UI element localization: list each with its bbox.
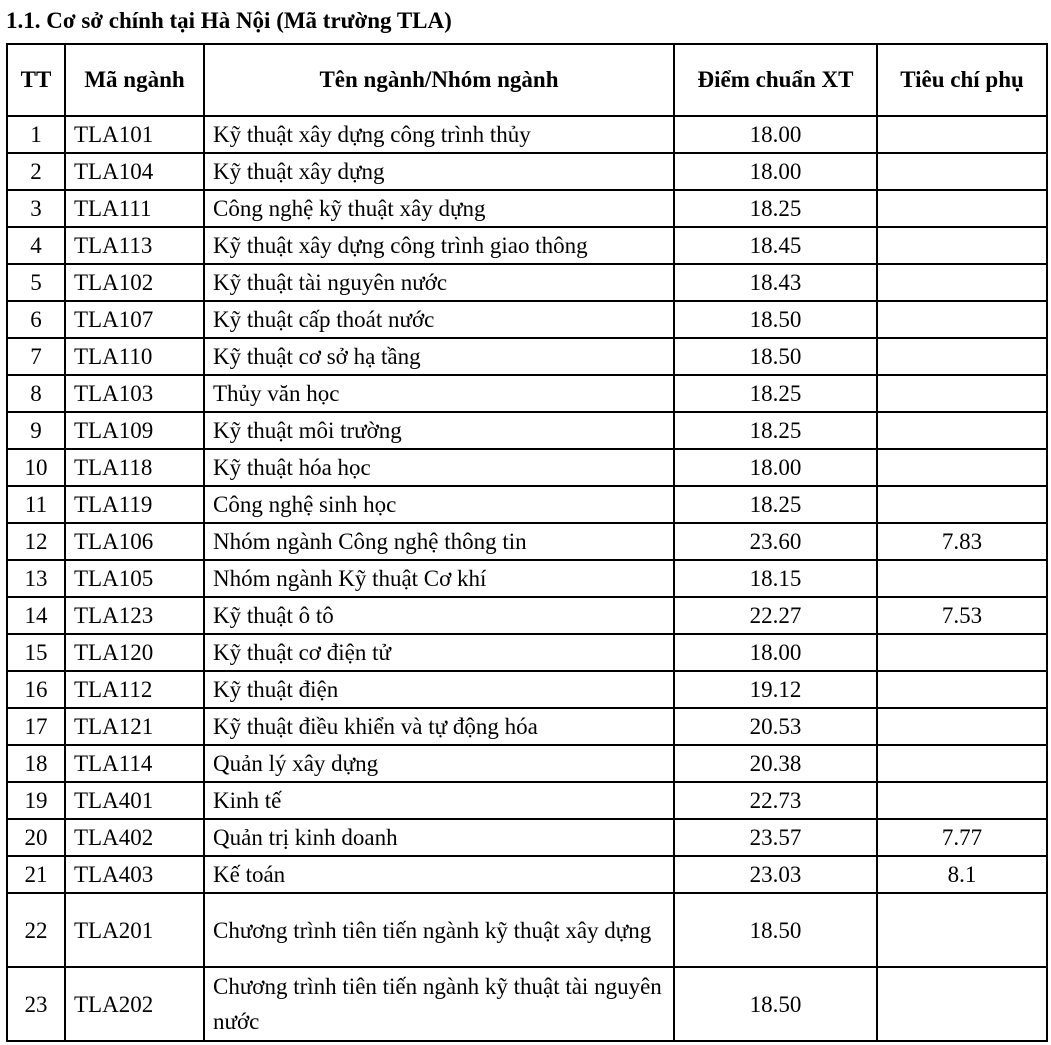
tiebreak-criterion xyxy=(877,560,1047,597)
cutoff-score: 18.25 xyxy=(674,375,877,412)
tiebreak-criterion: 7.77 xyxy=(877,819,1047,856)
row-number: 14 xyxy=(7,597,65,634)
tiebreak-criterion xyxy=(877,190,1047,227)
major-name: Công nghệ kỹ thuật xây dựng xyxy=(204,190,674,227)
cutoff-score: 18.43 xyxy=(674,264,877,301)
major-name: Kỹ thuật xây dựng xyxy=(204,153,674,190)
table-row xyxy=(7,486,1047,523)
major-code: TLA403 xyxy=(65,856,204,893)
row-number: 4 xyxy=(7,227,65,264)
cutoff-score: 18.25 xyxy=(674,190,877,227)
major-code: TLA110 xyxy=(65,338,204,375)
row-number: 17 xyxy=(7,708,65,745)
major-code: TLA114 xyxy=(65,745,204,782)
table-row xyxy=(7,893,1047,967)
tiebreak-criterion: 8.1 xyxy=(877,856,1047,893)
table-row xyxy=(7,190,1047,227)
cutoff-score: 18.50 xyxy=(674,967,877,1041)
table-row xyxy=(7,708,1047,745)
major-name: Kỹ thuật hóa học xyxy=(204,449,674,486)
major-name: Quản lý xây dựng xyxy=(204,745,674,782)
major-code: TLA120 xyxy=(65,634,204,671)
major-code: TLA123 xyxy=(65,597,204,634)
row-number: 2 xyxy=(7,153,65,190)
table-row xyxy=(7,782,1047,819)
cutoff-score: 18.00 xyxy=(674,449,877,486)
table-row xyxy=(7,671,1047,708)
row-number: 10 xyxy=(7,449,65,486)
table-body xyxy=(7,116,1047,1041)
row-number: 13 xyxy=(7,560,65,597)
row-number: 6 xyxy=(7,301,65,338)
major-code: TLA118 xyxy=(65,449,204,486)
row-number: 9 xyxy=(7,412,65,449)
tiebreak-criterion xyxy=(877,967,1047,1041)
cutoff-score: 18.15 xyxy=(674,560,877,597)
tiebreak-criterion xyxy=(877,227,1047,264)
cutoff-score: 23.57 xyxy=(674,819,877,856)
major-name: Kỹ thuật xây dựng công trình thủy xyxy=(204,116,674,153)
major-code: TLA402 xyxy=(65,819,204,856)
row-number: 20 xyxy=(7,819,65,856)
major-name: Kế toán xyxy=(204,856,674,893)
cutoff-score: 20.38 xyxy=(674,745,877,782)
cutoff-score: 18.50 xyxy=(674,893,877,967)
cutoff-score: 18.00 xyxy=(674,634,877,671)
table-row xyxy=(7,449,1047,486)
table-row xyxy=(7,819,1047,856)
major-name: Kỹ thuật tài nguyên nước xyxy=(204,264,674,301)
section-heading: 1.1. Cơ sở chính tại Hà Nội (Mã trường TLA) xyxy=(6,8,452,33)
major-code: TLA202 xyxy=(65,967,204,1041)
table-row xyxy=(7,264,1047,301)
tiebreak-criterion xyxy=(877,671,1047,708)
major-name: Nhóm ngành Kỹ thuật Cơ khí xyxy=(204,560,674,597)
tiebreak-criterion xyxy=(877,708,1047,745)
major-name: Nhóm ngành Công nghệ thông tin xyxy=(204,523,674,560)
table-row xyxy=(7,967,1047,1041)
major-code: TLA112 xyxy=(65,671,204,708)
table-header-row xyxy=(7,44,1047,116)
major-code: TLA119 xyxy=(65,486,204,523)
major-name: Quản trị kinh doanh xyxy=(204,819,674,856)
major-name: Công nghệ sinh học xyxy=(204,486,674,523)
row-number: 23 xyxy=(7,967,65,1041)
tiebreak-criterion xyxy=(877,782,1047,819)
major-code: TLA104 xyxy=(65,153,204,190)
major-code: TLA102 xyxy=(65,264,204,301)
row-number: 3 xyxy=(7,190,65,227)
cutoff-score: 19.12 xyxy=(674,671,877,708)
row-number: 1 xyxy=(7,116,65,153)
header-tt: TT xyxy=(7,44,65,116)
row-number: 16 xyxy=(7,671,65,708)
major-name: Kỹ thuật điều khiển và tự động hóa xyxy=(204,708,674,745)
tiebreak-criterion xyxy=(877,301,1047,338)
tiebreak-criterion xyxy=(877,412,1047,449)
cutoff-score: 23.60 xyxy=(674,523,877,560)
table-row xyxy=(7,745,1047,782)
row-number: 18 xyxy=(7,745,65,782)
cutoff-score: 20.53 xyxy=(674,708,877,745)
cutoff-score: 18.00 xyxy=(674,116,877,153)
major-name: Chương trình tiên tiến ngành kỹ thuật tài nguyên nước xyxy=(204,967,674,1041)
admission-scores-table xyxy=(6,43,1048,1042)
major-code: TLA401 xyxy=(65,782,204,819)
major-code: TLA103 xyxy=(65,375,204,412)
major-code: TLA105 xyxy=(65,560,204,597)
cutoff-score: 18.50 xyxy=(674,301,877,338)
major-code: TLA106 xyxy=(65,523,204,560)
major-code: TLA107 xyxy=(65,301,204,338)
major-code: TLA113 xyxy=(65,227,204,264)
major-code: TLA109 xyxy=(65,412,204,449)
major-name: Kỹ thuật xây dựng công trình giao thông xyxy=(204,227,674,264)
row-number: 12 xyxy=(7,523,65,560)
table-row xyxy=(7,116,1047,153)
major-name: Kinh tế xyxy=(204,782,674,819)
major-name: Kỹ thuật cơ điện tử xyxy=(204,634,674,671)
table-row xyxy=(7,560,1047,597)
table-row xyxy=(7,597,1047,634)
row-number: 22 xyxy=(7,893,65,967)
header-extra: Tiêu chí phụ xyxy=(877,44,1047,116)
tiebreak-criterion xyxy=(877,375,1047,412)
table-row xyxy=(7,523,1047,560)
tiebreak-criterion xyxy=(877,634,1047,671)
cutoff-score: 18.25 xyxy=(674,486,877,523)
cutoff-score: 18.50 xyxy=(674,338,877,375)
tiebreak-criterion: 7.83 xyxy=(877,523,1047,560)
row-number: 8 xyxy=(7,375,65,412)
row-number: 19 xyxy=(7,782,65,819)
row-number: 11 xyxy=(7,486,65,523)
major-name: Kỹ thuật điện xyxy=(204,671,674,708)
tiebreak-criterion xyxy=(877,116,1047,153)
cutoff-score: 18.25 xyxy=(674,412,877,449)
cutoff-score: 23.03 xyxy=(674,856,877,893)
cutoff-score: 22.27 xyxy=(674,597,877,634)
major-name: Kỹ thuật cấp thoát nước xyxy=(204,301,674,338)
cutoff-score: 18.00 xyxy=(674,153,877,190)
major-name: Kỹ thuật môi trường xyxy=(204,412,674,449)
tiebreak-criterion xyxy=(877,745,1047,782)
header-score: Điểm chuẩn XT xyxy=(674,44,877,116)
tiebreak-criterion xyxy=(877,449,1047,486)
table-row xyxy=(7,375,1047,412)
tiebreak-criterion xyxy=(877,264,1047,301)
table-row xyxy=(7,227,1047,264)
major-code: TLA111 xyxy=(65,190,204,227)
header-code: Mã ngành xyxy=(65,44,204,116)
row-number: 21 xyxy=(7,856,65,893)
tiebreak-criterion xyxy=(877,486,1047,523)
major-code: TLA201 xyxy=(65,893,204,967)
header-name: Tên ngành/Nhóm ngành xyxy=(204,44,674,116)
table-row xyxy=(7,153,1047,190)
major-name: Thủy văn học xyxy=(204,375,674,412)
table-row xyxy=(7,338,1047,375)
major-name: Chương trình tiên tiến ngành kỹ thuật xây dựng xyxy=(204,893,674,967)
tiebreak-criterion xyxy=(877,338,1047,375)
cutoff-score: 18.45 xyxy=(674,227,877,264)
tiebreak-criterion xyxy=(877,153,1047,190)
table-row xyxy=(7,634,1047,671)
table-row xyxy=(7,301,1047,338)
tiebreak-criterion: 7.53 xyxy=(877,597,1047,634)
major-code: TLA101 xyxy=(65,116,204,153)
cutoff-score: 22.73 xyxy=(674,782,877,819)
row-number: 7 xyxy=(7,338,65,375)
row-number: 5 xyxy=(7,264,65,301)
major-code: TLA121 xyxy=(65,708,204,745)
major-name: Kỹ thuật ô tô xyxy=(204,597,674,634)
tiebreak-criterion xyxy=(877,893,1047,967)
table-row xyxy=(7,412,1047,449)
major-name: Kỹ thuật cơ sở hạ tầng xyxy=(204,338,674,375)
table-row xyxy=(7,856,1047,893)
row-number: 15 xyxy=(7,634,65,671)
